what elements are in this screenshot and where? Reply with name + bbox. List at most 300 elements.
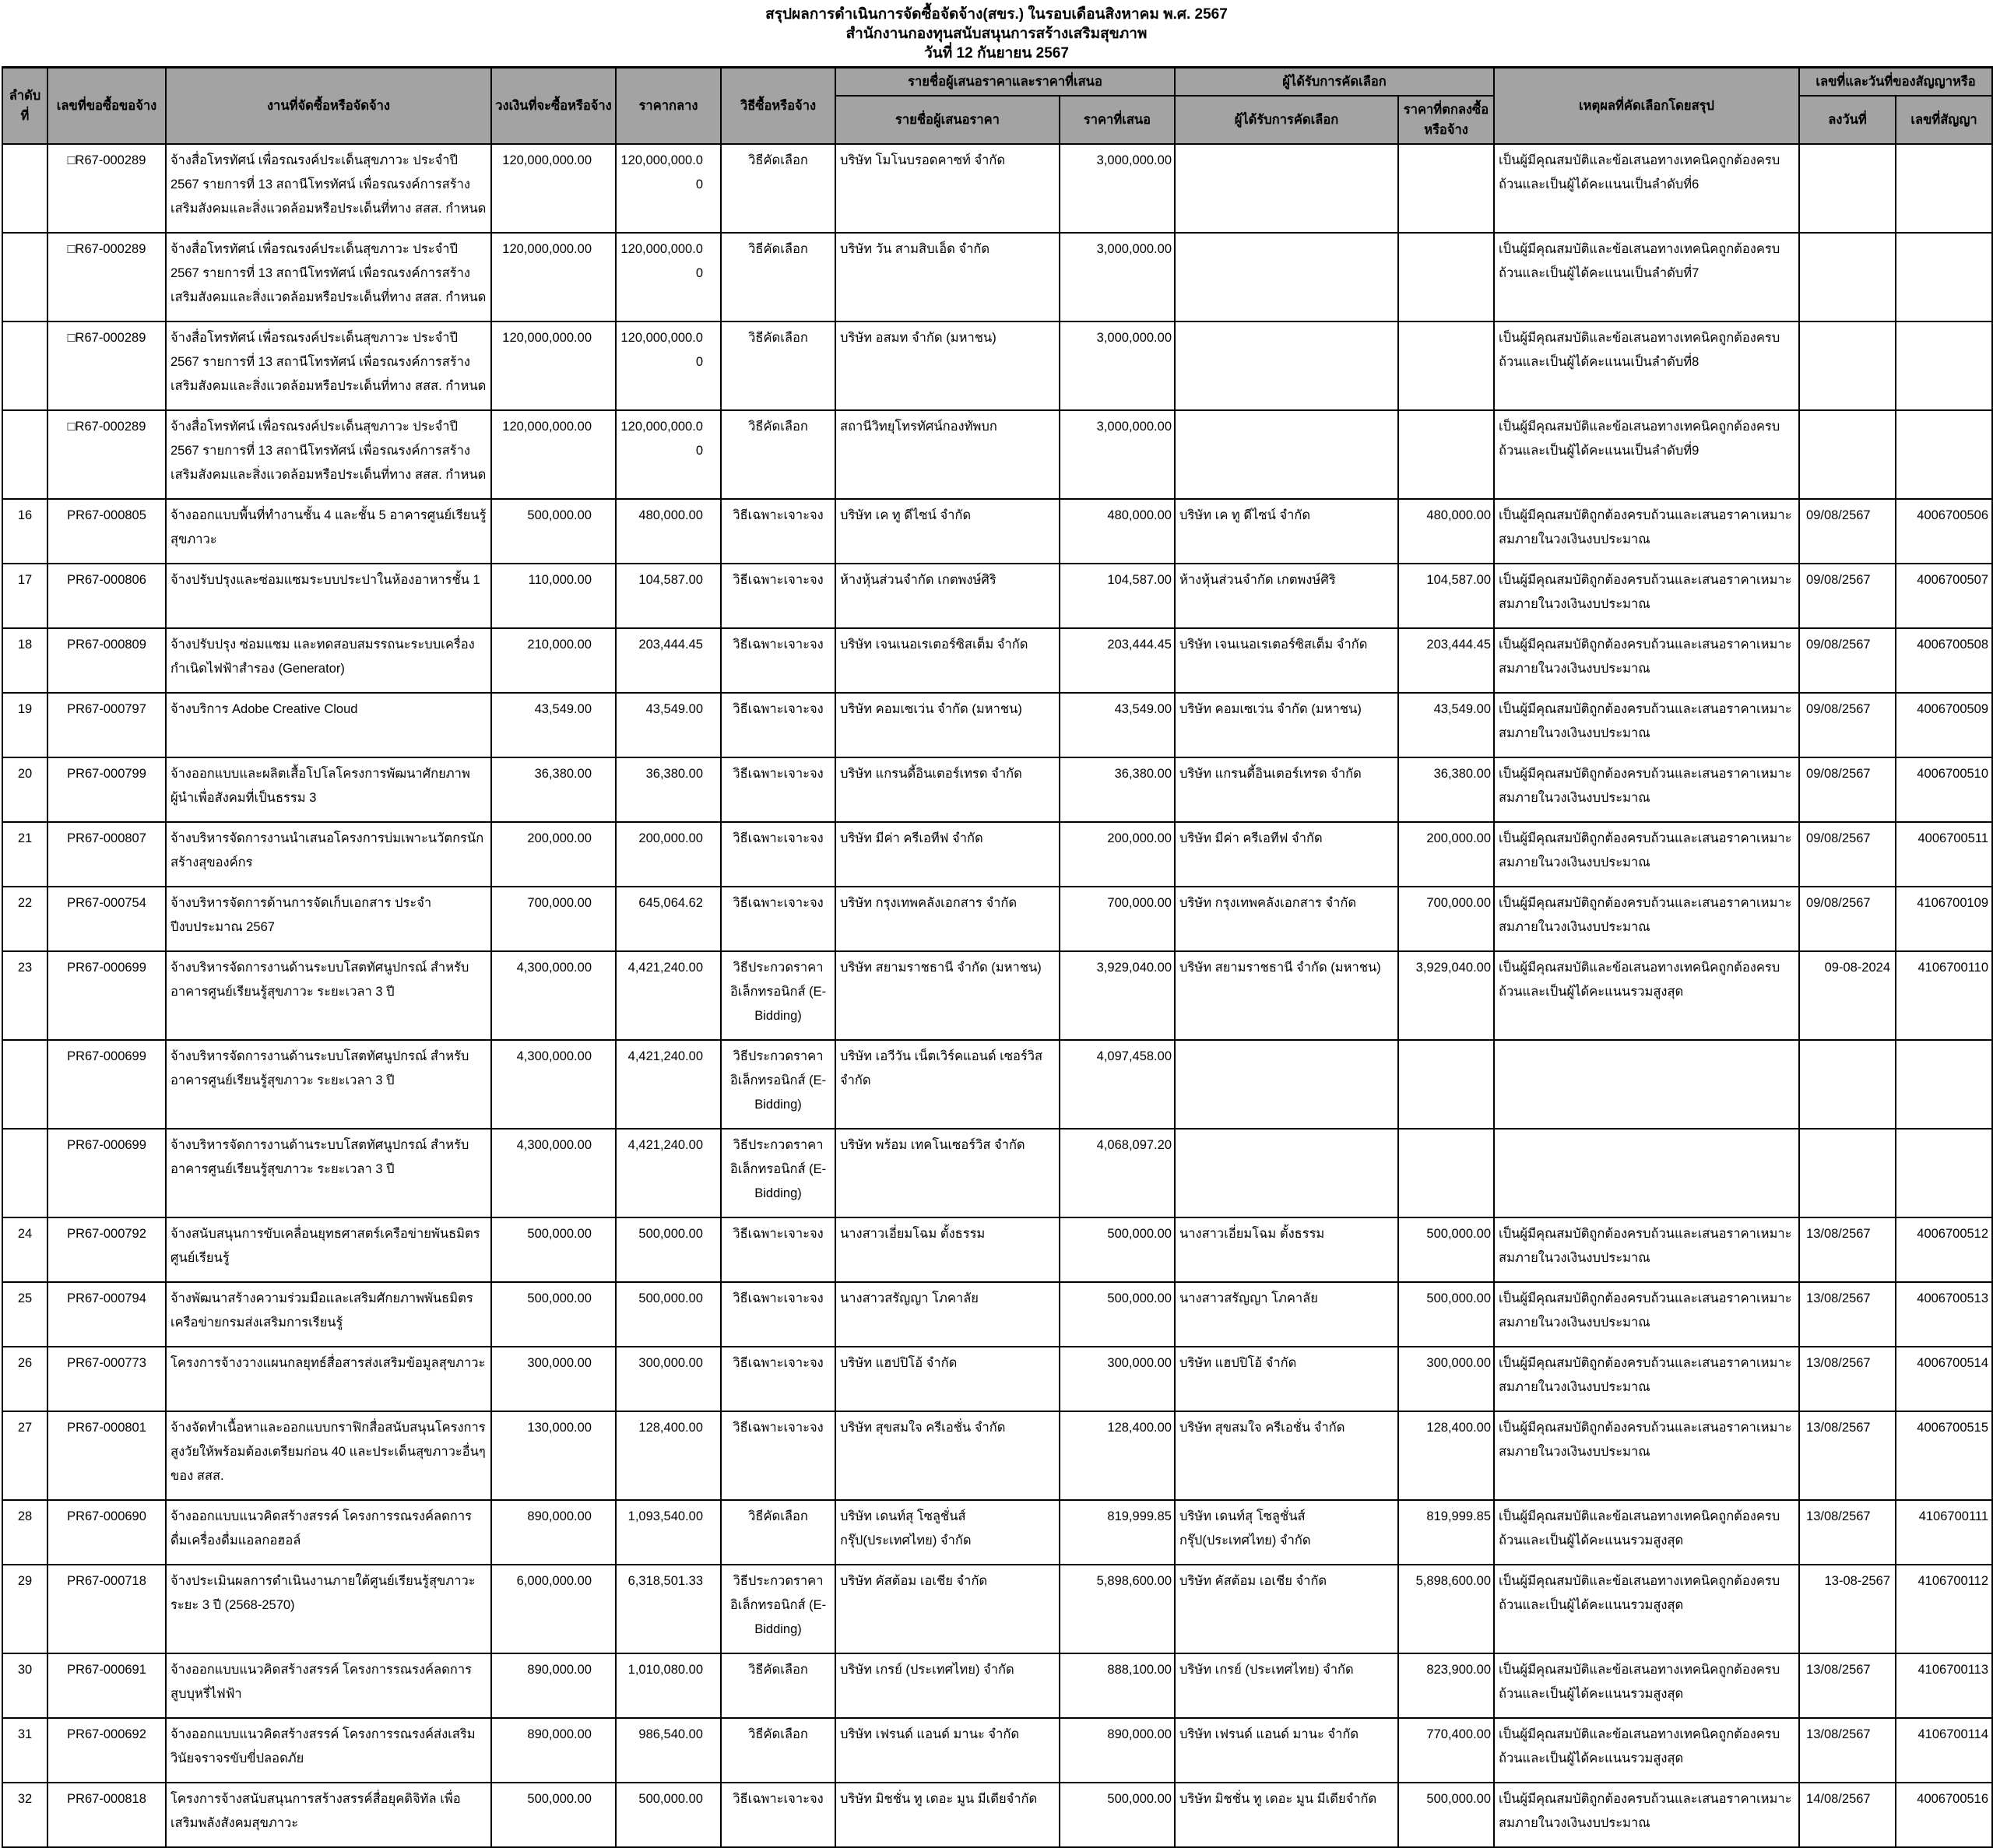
cell-center-price: 300,000.00 xyxy=(616,1347,721,1411)
cell-sign-date xyxy=(1799,233,1896,321)
cell-bid-price: 700,000.00 xyxy=(1060,887,1175,951)
cell-job: จ้างบริหารจัดการงานด้านระบบโสตทัศนูปกรณ์ สำหรับอาคารศูนย์เรียนรู้สุขภาวะ ระยะเวลา 3 ปี xyxy=(166,1040,491,1129)
cell-bidder: บริษัท เอวีวัน เน็ตเวิร์คแอนด์ เซอร์วิส จำกัด xyxy=(835,1040,1060,1129)
table-row xyxy=(2,951,1992,1040)
cell-agreed-price: 300,000.00 xyxy=(1398,1347,1494,1411)
cell-no: 16 xyxy=(2,499,47,564)
cell-sign-date: 09/08/2567 xyxy=(1799,757,1896,822)
header-agreed-price: ราคาที่ตกลงซื้อหรือจ้าง xyxy=(1398,96,1494,144)
cell-sign-date: 09/08/2567 xyxy=(1799,822,1896,887)
cell-bid-price: 500,000.00 xyxy=(1060,1282,1175,1347)
cell-contract-no xyxy=(1896,1040,1992,1129)
cell-job: จ้างสื่อโทรทัศน์ เพื่อรณรงค์ประเด็นสุขภาวะ ประจำปี 2567 รายการที่ 13 สถานีโทรทัศน์ เพื่อรณรงค์การสร้างเสริมสังคมและสิ่งแวดล้อมหรือประเด็นที่ทาง สสส. กำหนด xyxy=(166,410,491,499)
cell-budget: 500,000.00 xyxy=(491,1282,616,1347)
page-title: สรุปผลการดำเนินการจัดซื้อจัดจ้าง(สขร.) ในรอบเดือนสิงหาคม พ.ศ. 2567 xyxy=(765,6,1228,23)
cell-budget: 6,000,000.00 xyxy=(491,1565,616,1653)
cell-bid-price: 4,068,097.20 xyxy=(1060,1129,1175,1217)
cell-center-price: 4,421,240.00 xyxy=(616,1040,721,1129)
cell-budget: 700,000.00 xyxy=(491,887,616,951)
cell-agreed-price: 203,444.45 xyxy=(1398,628,1494,693)
cell-center-price: 128,400.00 xyxy=(616,1411,721,1500)
cell-no: 27 xyxy=(2,1411,47,1500)
cell-method: วิธีเฉพาะเจาะจง xyxy=(721,564,835,628)
cell-budget: 890,000.00 xyxy=(491,1653,616,1718)
table-row xyxy=(2,233,1992,321)
cell-req-no: PR67-000691 xyxy=(47,1653,166,1718)
cell-method: วิธีคัดเลือก xyxy=(721,233,835,321)
cell-req-no: □R67-000289 xyxy=(47,321,166,410)
header-sign-date: ลงวันที่ xyxy=(1799,96,1896,144)
cell-budget: 500,000.00 xyxy=(491,1217,616,1282)
cell-job: จ้างออกแบบแนวคิดสร้างสรรค์ โครงการรณรงค์ลดการดื่มเครื่องดื่มแอลกอฮอล์ xyxy=(166,1500,491,1565)
cell-center-price: 500,000.00 xyxy=(616,1783,721,1847)
cell-contract-no: 4106700113 xyxy=(1896,1653,1992,1718)
cell-no: 26 xyxy=(2,1347,47,1411)
cell-sign-date: 13/08/2567 xyxy=(1799,1217,1896,1282)
cell-sign-date: 13-08-2567 xyxy=(1799,1565,1896,1653)
cell-req-no: PR67-000690 xyxy=(47,1500,166,1565)
cell-reason: เป็นผู้มีคุณสมบัติถูกต้องครบถ้วนและเสนอราคาเหมาะสมภายในวงเงินงบประมาณ xyxy=(1494,628,1799,693)
cell-budget: 120,000,000.00 xyxy=(491,144,616,233)
cell-reason: เป็นผู้มีคุณสมบัติและข้อเสนอทางเทคนิคถูกต้องครบถ้วนและเป็นผู้ได้คะแนนเป็นลำดับที่7 xyxy=(1494,233,1799,321)
page-subtitle: สำนักงานกองทุนสนับสนุนการสร้างเสริมสุขภาพ xyxy=(845,26,1148,42)
cell-job: จ้างบริหารจัดการด้านการจัดเก็บเอกสาร ประจำปีงบประมาณ 2567 xyxy=(166,887,491,951)
cell-bid-price: 200,000.00 xyxy=(1060,822,1175,887)
cell-method: วิธีคัดเลือก xyxy=(721,410,835,499)
cell-center-price: 500,000.00 xyxy=(616,1282,721,1347)
cell-sign-date: 14/08/2567 xyxy=(1799,1783,1896,1847)
cell-sign-date: 13/08/2567 xyxy=(1799,1411,1896,1500)
cell-budget: 300,000.00 xyxy=(491,1347,616,1411)
cell-center-price: 480,000.00 xyxy=(616,499,721,564)
cell-req-no: □R67-000289 xyxy=(47,144,166,233)
cell-bid-price: 819,999.85 xyxy=(1060,1500,1175,1565)
cell-center-price: 120,000,000.00 xyxy=(616,410,721,499)
cell-bidder: บริษัท อสมท จำกัด (มหาชน) xyxy=(835,321,1060,410)
cell-job: จ้างบริหารจัดการงานด้านระบบโสตทัศนูปกรณ์ สำหรับอาคารศูนย์เรียนรู้สุขภาวะ ระยะเวลา 3 ปี xyxy=(166,1129,491,1217)
cell-bid-price: 300,000.00 xyxy=(1060,1347,1175,1411)
cell-agreed-price xyxy=(1398,321,1494,410)
cell-budget: 4,300,000.00 xyxy=(491,1129,616,1217)
cell-agreed-price: 819,999.85 xyxy=(1398,1500,1494,1565)
cell-job: จ้างสื่อโทรทัศน์ เพื่อรณรงค์ประเด็นสุขภาวะ ประจำปี 2567 รายการที่ 13 สถานีโทรทัศน์ เพื่อรณรงค์การสร้างเสริมสังคมและสิ่งแวดล้อมหรือประเด็นที่ทาง สสส. กำหนด xyxy=(166,233,491,321)
cell-center-price: 120,000,000.00 xyxy=(616,144,721,233)
cell-bidder: บริษัท เจนเนอเรเตอร์ซิสเต็ม จำกัด xyxy=(835,628,1060,693)
cell-req-no: PR67-000818 xyxy=(47,1783,166,1847)
cell-job: จ้างประเมินผลการดำเนินงานภายใต้ศูนย์เรียนรู้สุขภาวะ ระยะ 3 ปี (2568-2570) xyxy=(166,1565,491,1653)
cell-job: จ้างจัดทำเนื้อหาและออกแบบกราฟิกสื่อสนับสนุนโครงการสูงวัยให้พร้อมต้องเตรียมก่อน 40 และประเด็นสุขภาวะอื่นๆ ของ สสส. xyxy=(166,1411,491,1500)
cell-method: วิธีเฉพาะเจาะจง xyxy=(721,887,835,951)
cell-center-price: 4,421,240.00 xyxy=(616,951,721,1040)
cell-bidder: บริษัท สยามราชธานี จำกัด (มหาชน) xyxy=(835,951,1060,1040)
cell-contract-no: 4006700511 xyxy=(1896,822,1992,887)
cell-budget: 4,300,000.00 xyxy=(491,951,616,1040)
cell-bid-price: 36,380.00 xyxy=(1060,757,1175,822)
cell-budget: 890,000.00 xyxy=(491,1500,616,1565)
cell-bidder: บริษัท โมโนบรอดคาซท์ จำกัด xyxy=(835,144,1060,233)
cell-contract-no: 4006700514 xyxy=(1896,1347,1992,1411)
cell-contract-no: 4006700510 xyxy=(1896,757,1992,822)
cell-no: 18 xyxy=(2,628,47,693)
cell-sign-date: 09/08/2567 xyxy=(1799,564,1896,628)
cell-req-no: PR67-000792 xyxy=(47,1217,166,1282)
cell-req-no: PR67-000805 xyxy=(47,499,166,564)
cell-no: 17 xyxy=(2,564,47,628)
cell-selected: บริษัท มีค่า ครีเอทีฟ จำกัด xyxy=(1175,822,1398,887)
cell-bidder: บริษัท คอมเซเว่น จำกัด (มหาชน) xyxy=(835,693,1060,757)
cell-center-price: 500,000.00 xyxy=(616,1217,721,1282)
cell-center-price: 36,380.00 xyxy=(616,757,721,822)
cell-reason: เป็นผู้มีคุณสมบัติและข้อเสนอทางเทคนิคถูกต้องครบถ้วนและเป็นผู้ได้คะแนนรวมสูงสุด xyxy=(1494,1565,1799,1653)
cell-contract-no: 4006700512 xyxy=(1896,1217,1992,1282)
cell-agreed-price: 500,000.00 xyxy=(1398,1217,1494,1282)
header-selected: ผู้ได้รับการคัดเลือก xyxy=(1175,96,1398,144)
cell-job: จ้างออกแบบแนวคิดสร้างสรรค์ โครงการรณรงค์ลดการสูบบุหรี่ไฟฟ้า xyxy=(166,1653,491,1718)
cell-method: วิธีเฉพาะเจาะจง xyxy=(721,1783,835,1847)
cell-job: โครงการจ้างสนับสนุนการสร้างสรรค์สื่อยุคดิจิทัล เพื่อเสริมพลังสังคมสุขภาวะ xyxy=(166,1783,491,1847)
cell-method: วิธีคัดเลือก xyxy=(721,321,835,410)
cell-bidder: บริษัท แกรนดี้อินเตอร์เทรด จำกัด xyxy=(835,757,1060,822)
cell-reason: เป็นผู้มีคุณสมบัติถูกต้องครบถ้วนและเสนอราคาเหมาะสมภายในวงเงินงบประมาณ xyxy=(1494,1282,1799,1347)
cell-center-price: 1,093,540.00 xyxy=(616,1500,721,1565)
cell-bid-price: 43,549.00 xyxy=(1060,693,1175,757)
header-center-price: ราคากลาง xyxy=(616,68,721,145)
cell-budget: 200,000.00 xyxy=(491,822,616,887)
cell-contract-no xyxy=(1896,1129,1992,1217)
cell-no: 22 xyxy=(2,887,47,951)
cell-req-no: PR67-000718 xyxy=(47,1565,166,1653)
cell-sign-date: 13/08/2567 xyxy=(1799,1653,1896,1718)
cell-sign-date: 09/08/2567 xyxy=(1799,693,1896,757)
cell-no: 31 xyxy=(2,1718,47,1783)
cell-method: วิธีเฉพาะเจาะจง xyxy=(721,693,835,757)
table-body xyxy=(2,144,1992,1847)
cell-job: จ้างออกแบบและผลิตเสื้อโปโลโครงการพัฒนาศักยภาพผู้นำเพื่อสังคมที่เป็นธรรม 3 xyxy=(166,757,491,822)
cell-selected xyxy=(1175,1040,1398,1129)
cell-bidder: บริษัท แฮปปิโอ้ จำกัด xyxy=(835,1347,1060,1411)
cell-selected: ห้างหุ้นส่วนจำกัด เกตพงษ์ศิริ xyxy=(1175,564,1398,628)
cell-selected: บริษัท กรุงเทพคลังเอกสาร จำกัด xyxy=(1175,887,1398,951)
cell-agreed-price: 104,587.00 xyxy=(1398,564,1494,628)
cell-agreed-price xyxy=(1398,1040,1494,1129)
header-reason: เหตุผลที่คัดเลือกโดยสรุป xyxy=(1494,68,1799,145)
cell-job: โครงการจ้างวางแผนกลยุทธ์สื่อสารส่งเสริมข้อมูลสุขภาวะ xyxy=(166,1347,491,1411)
cell-selected: บริษัท เจนเนอเรเตอร์ซิสเต็ม จำกัด xyxy=(1175,628,1398,693)
cell-contract-no: 4006700509 xyxy=(1896,693,1992,757)
cell-bid-price: 3,000,000.00 xyxy=(1060,321,1175,410)
cell-sign-date: 09/08/2567 xyxy=(1799,499,1896,564)
cell-method: วิธีเฉพาะเจาะจง xyxy=(721,499,835,564)
cell-sign-date: 09-08-2024 xyxy=(1799,951,1896,1040)
cell-agreed-price: 500,000.00 xyxy=(1398,1783,1494,1847)
cell-agreed-price: 770,400.00 xyxy=(1398,1718,1494,1783)
table-row xyxy=(2,1565,1992,1653)
cell-req-no: PR67-000699 xyxy=(47,1040,166,1129)
cell-selected xyxy=(1175,410,1398,499)
cell-selected: บริษัท แฮปปิโอ้ จำกัด xyxy=(1175,1347,1398,1411)
cell-bidder: นางสาวสรัญญา โภคาลัย xyxy=(835,1282,1060,1347)
cell-req-no: PR67-000797 xyxy=(47,693,166,757)
cell-center-price: 4,421,240.00 xyxy=(616,1129,721,1217)
cell-reason: เป็นผู้มีคุณสมบัติถูกต้องครบถ้วนและเสนอราคาเหมาะสมภายในวงเงินงบประมาณ xyxy=(1494,757,1799,822)
cell-sign-date: 13/08/2567 xyxy=(1799,1282,1896,1347)
cell-job: จ้างบริหารจัดการงานนำเสนอโครงการบ่มเพาะนวัตกรนักสร้างสุของค์กร xyxy=(166,822,491,887)
cell-no xyxy=(2,233,47,321)
table-row xyxy=(2,1129,1992,1217)
table-header xyxy=(2,68,1992,145)
cell-contract-no xyxy=(1896,321,1992,410)
table-row xyxy=(2,321,1992,410)
table-row xyxy=(2,1718,1992,1783)
cell-method: วิธีประกวดราคาอิเล็กทรอนิกส์ (E-Bidding) xyxy=(721,1040,835,1129)
cell-selected: นางสาวเอี่ยมโฉม ตั้งธรรม xyxy=(1175,1217,1398,1282)
cell-contract-no: 4106700112 xyxy=(1896,1565,1992,1653)
table-row xyxy=(2,1411,1992,1500)
cell-no xyxy=(2,144,47,233)
cell-job: จ้างออกแบบแนวคิดสร้างสรรค์ โครงการรณรงค์ส่งเสริมวินัยจราจรขับขี่ปลอดภัย xyxy=(166,1718,491,1783)
cell-bid-price: 3,929,040.00 xyxy=(1060,951,1175,1040)
cell-contract-no: 4106700114 xyxy=(1896,1718,1992,1783)
cell-no: 23 xyxy=(2,951,47,1040)
table-row xyxy=(2,1040,1992,1129)
cell-contract-no: 4106700110 xyxy=(1896,951,1992,1040)
cell-selected: บริษัท คัสต้อม เอเชีย จำกัด xyxy=(1175,1565,1398,1653)
cell-method: วิธีเฉพาะเจาะจง xyxy=(721,628,835,693)
cell-no: 28 xyxy=(2,1500,47,1565)
cell-contract-no: 4006700507 xyxy=(1896,564,1992,628)
cell-center-price: 1,010,080.00 xyxy=(616,1653,721,1718)
cell-bid-price: 3,000,000.00 xyxy=(1060,144,1175,233)
table-row xyxy=(2,693,1992,757)
cell-job: จ้างบริการ Adobe Creative Cloud xyxy=(166,693,491,757)
cell-req-no: PR67-000692 xyxy=(47,1718,166,1783)
cell-reason: เป็นผู้มีคุณสมบัติและข้อเสนอทางเทคนิคถูกต้องครบถ้วนและเป็นผู้ได้คะแนนเป็นลำดับที่6 xyxy=(1494,144,1799,233)
cell-no: 25 xyxy=(2,1282,47,1347)
cell-reason: เป็นผู้มีคุณสมบัติและข้อเสนอทางเทคนิคถูกต้องครบถ้วนและเป็นผู้ได้คะแนนรวมสูงสุด xyxy=(1494,1718,1799,1783)
cell-no: 24 xyxy=(2,1217,47,1282)
cell-req-no: PR67-000754 xyxy=(47,887,166,951)
cell-job: จ้างออกแบบพื้นที่ทำงานชั้น 4 และชั้น 5 อาคารศูนย์เรียนรู้สุขภาวะ xyxy=(166,499,491,564)
cell-agreed-price: 500,000.00 xyxy=(1398,1282,1494,1347)
cell-center-price: 986,540.00 xyxy=(616,1718,721,1783)
cell-selected: บริษัท มิชชั่น ทู เดอะ มูน มีเดียจำกัด xyxy=(1175,1783,1398,1847)
cell-method: วิธีคัดเลือก xyxy=(721,1653,835,1718)
header-contract-group: เลขที่และวันที่ของสัญญาหรือ xyxy=(1799,68,1992,97)
cell-reason: เป็นผู้มีคุณสมบัติและข้อเสนอทางเทคนิคถูกต้องครบถ้วนและเป็นผู้ได้คะแนนเป็นลำดับที่9 xyxy=(1494,410,1799,499)
cell-reason: เป็นผู้มีคุณสมบัติถูกต้องครบถ้วนและเสนอราคาเหมาะสมภายในวงเงินงบประมาณ xyxy=(1494,1217,1799,1282)
cell-sign-date xyxy=(1799,144,1896,233)
cell-budget: 130,000.00 xyxy=(491,1411,616,1500)
cell-agreed-price xyxy=(1398,233,1494,321)
cell-no: 20 xyxy=(2,757,47,822)
cell-bid-price: 888,100.00 xyxy=(1060,1653,1175,1718)
procurement-table xyxy=(2,66,1993,1848)
cell-no: 19 xyxy=(2,693,47,757)
cell-bidder: บริษัท เดนท์สุ โซลูชั่นส์ กรุ๊ป(ประเทศไทย) จำกัด xyxy=(835,1500,1060,1565)
cell-sign-date: 13/08/2567 xyxy=(1799,1347,1896,1411)
cell-bid-price: 4,097,458.00 xyxy=(1060,1040,1175,1129)
cell-agreed-price xyxy=(1398,1129,1494,1217)
cell-center-price: 43,549.00 xyxy=(616,693,721,757)
cell-reason: เป็นผู้มีคุณสมบัติและข้อเสนอทางเทคนิคถูกต้องครบถ้วนและเป็นผู้ได้คะแนนรวมสูงสุด xyxy=(1494,1653,1799,1718)
cell-reason: เป็นผู้มีคุณสมบัติถูกต้องครบถ้วนและเสนอราคาเหมาะสมภายในวงเงินงบประมาณ xyxy=(1494,499,1799,564)
cell-method: วิธีเฉพาะเจาะจง xyxy=(721,757,835,822)
cell-reason xyxy=(1494,1040,1799,1129)
table-row xyxy=(2,1347,1992,1411)
cell-req-no: PR67-000801 xyxy=(47,1411,166,1500)
cell-bid-price: 5,898,600.00 xyxy=(1060,1565,1175,1653)
cell-no: 30 xyxy=(2,1653,47,1718)
cell-method: วิธีคัดเลือก xyxy=(721,1500,835,1565)
cell-bid-price: 3,000,000.00 xyxy=(1060,410,1175,499)
header-contract-no: เลขที่สัญญา xyxy=(1896,96,1992,144)
table-row xyxy=(2,564,1992,628)
cell-bidder: บริษัท พร้อม เทคโนเซอร์วิส จำกัด xyxy=(835,1129,1060,1217)
cell-bidder: บริษัท มิชชั่น ทู เดอะ มูน มีเดียจำกัด xyxy=(835,1783,1060,1847)
cell-contract-no: 4006700515 xyxy=(1896,1411,1992,1500)
cell-budget: 120,000,000.00 xyxy=(491,321,616,410)
table-row xyxy=(2,144,1992,233)
cell-reason: เป็นผู้มีคุณสมบัติถูกต้องครบถ้วนและเสนอราคาเหมาะสมภายในวงเงินงบประมาณ xyxy=(1494,1411,1799,1500)
cell-bidder: บริษัท เฟรนด์ แอนด์ มานะ จำกัด xyxy=(835,1718,1060,1783)
cell-req-no: PR67-000773 xyxy=(47,1347,166,1411)
cell-no: 29 xyxy=(2,1565,47,1653)
cell-contract-no: 4006700506 xyxy=(1896,499,1992,564)
cell-selected: บริษัท คอมเซเว่น จำกัด (มหาชน) xyxy=(1175,693,1398,757)
cell-bidder: บริษัท กรุงเทพคลังเอกสาร จำกัด xyxy=(835,887,1060,951)
cell-budget: 210,000.00 xyxy=(491,628,616,693)
cell-bid-price: 128,400.00 xyxy=(1060,1411,1175,1500)
cell-selected xyxy=(1175,144,1398,233)
cell-req-no: PR67-000807 xyxy=(47,822,166,887)
header-no: ลำดับที่ xyxy=(2,68,47,145)
cell-sign-date xyxy=(1799,1129,1896,1217)
cell-selected: บริษัท เกรย์ (ประเทศไทย) จำกัด xyxy=(1175,1653,1398,1718)
cell-bidder: สถานีวิทยุโทรทัศน์กองทัพบก xyxy=(835,410,1060,499)
cell-bid-price: 890,000.00 xyxy=(1060,1718,1175,1783)
table-row xyxy=(2,1217,1992,1282)
cell-selected xyxy=(1175,1129,1398,1217)
cell-bidder: บริษัท เกรย์ (ประเทศไทย) จำกัด xyxy=(835,1653,1060,1718)
table-row xyxy=(2,887,1992,951)
cell-reason: เป็นผู้มีคุณสมบัติและข้อเสนอทางเทคนิคถูกต้องครบถ้วนและเป็นผู้ได้คะแนนเป็นลำดับที่8 xyxy=(1494,321,1799,410)
cell-no: 21 xyxy=(2,822,47,887)
cell-agreed-price: 200,000.00 xyxy=(1398,822,1494,887)
cell-reason: เป็นผู้มีคุณสมบัติถูกต้องครบถ้วนและเสนอราคาเหมาะสมภายในวงเงินงบประมาณ xyxy=(1494,1347,1799,1411)
cell-method: วิธีประกวดราคาอิเล็กทรอนิกส์ (E-Bidding) xyxy=(721,1565,835,1653)
cell-budget: 43,549.00 xyxy=(491,693,616,757)
cell-job: จ้างปรับปรุง ซ่อมแซม และทดสอบสมรรถนะระบบเครื่องกำเนิดไฟฟ้าสำรอง (Generator) xyxy=(166,628,491,693)
cell-method: วิธีคัดเลือก xyxy=(721,144,835,233)
header-req-no: เลขที่ขอซื้อขอจ้าง xyxy=(47,68,166,145)
document-header xyxy=(0,0,1993,63)
table-row xyxy=(2,1783,1992,1847)
cell-bidder: นางสาวเอี่ยมโฉม ตั้งธรรม xyxy=(835,1217,1060,1282)
cell-reason: เป็นผู้มีคุณสมบัติถูกต้องครบถ้วนและเสนอราคาเหมาะสมภายในวงเงินงบประมาณ xyxy=(1494,693,1799,757)
cell-job: จ้างสื่อโทรทัศน์ เพื่อรณรงค์ประเด็นสุขภาวะ ประจำปี 2567 รายการที่ 13 สถานีโทรทัศน์ เพื่อรณรงค์การสร้างเสริมสังคมและสิ่งแวดล้อมหรือประเด็นที่ทาง สสส. กำหนด xyxy=(166,321,491,410)
cell-no xyxy=(2,321,47,410)
cell-contract-no xyxy=(1896,233,1992,321)
cell-bid-price: 104,587.00 xyxy=(1060,564,1175,628)
cell-budget: 4,300,000.00 xyxy=(491,1040,616,1129)
cell-bid-price: 500,000.00 xyxy=(1060,1217,1175,1282)
cell-budget: 890,000.00 xyxy=(491,1718,616,1783)
cell-bid-price: 500,000.00 xyxy=(1060,1783,1175,1847)
cell-method: วิธีประกวดราคาอิเล็กทรอนิกส์ (E-Bidding) xyxy=(721,1129,835,1217)
cell-budget: 500,000.00 xyxy=(491,499,616,564)
cell-selected: บริษัท แกรนดี้อินเตอร์เทรด จำกัด xyxy=(1175,757,1398,822)
cell-sign-date xyxy=(1799,321,1896,410)
cell-agreed-price xyxy=(1398,144,1494,233)
cell-req-no: PR67-000806 xyxy=(47,564,166,628)
cell-selected: บริษัท สุขสมใจ ครีเอชั่น จำกัด xyxy=(1175,1411,1398,1500)
cell-sign-date xyxy=(1799,1040,1896,1129)
cell-selected: บริษัท เฟรนด์ แอนด์ มานะ จำกัด xyxy=(1175,1718,1398,1783)
cell-contract-no xyxy=(1896,410,1992,499)
cell-method: วิธีเฉพาะเจาะจง xyxy=(721,1217,835,1282)
cell-sign-date: 13/08/2567 xyxy=(1799,1718,1896,1783)
cell-job: จ้างบริหารจัดการงานด้านระบบโสตทัศนูปกรณ์ สำหรับอาคารศูนย์เรียนรู้สุขภาวะ ระยะเวลา 3 ปี xyxy=(166,951,491,1040)
cell-contract-no: 4106700109 xyxy=(1896,887,1992,951)
cell-budget: 110,000.00 xyxy=(491,564,616,628)
cell-center-price: 203,444.45 xyxy=(616,628,721,693)
cell-contract-no: 4006700508 xyxy=(1896,628,1992,693)
cell-agreed-price: 700,000.00 xyxy=(1398,887,1494,951)
cell-sign-date: 09/08/2567 xyxy=(1799,887,1896,951)
cell-agreed-price xyxy=(1398,410,1494,499)
cell-no: 32 xyxy=(2,1783,47,1847)
cell-sign-date xyxy=(1799,410,1896,499)
cell-bidder: ห้างหุ้นส่วนจำกัด เกตพงษ์ศิริ xyxy=(835,564,1060,628)
cell-bidder: บริษัท วัน สามสิบเอ็ด จำกัด xyxy=(835,233,1060,321)
table-row xyxy=(2,499,1992,564)
cell-req-no: PR67-000699 xyxy=(47,1129,166,1217)
cell-req-no: PR67-000799 xyxy=(47,757,166,822)
cell-reason: เป็นผู้มีคุณสมบัติและข้อเสนอทางเทคนิคถูกต้องครบถ้วนและเป็นผู้ได้คะแนนรวมสูงสุด xyxy=(1494,951,1799,1040)
cell-method: วิธีเฉพาะเจาะจง xyxy=(721,822,835,887)
cell-reason: เป็นผู้มีคุณสมบัติถูกต้องครบถ้วนและเสนอราคาเหมาะสมภายในวงเงินงบประมาณ xyxy=(1494,822,1799,887)
cell-agreed-price: 43,549.00 xyxy=(1398,693,1494,757)
cell-bidder: บริษัท มีค่า ครีเอทีฟ จำกัด xyxy=(835,822,1060,887)
cell-job: จ้างพัฒนาสร้างความร่วมมือและเสริมศักยภาพพันธมิตรเครือข่ายกรมส่งเสริมการเรียนรู้ xyxy=(166,1282,491,1347)
table-row xyxy=(2,757,1992,822)
header-selected-group: ผู้ได้รับการคัดเลือก xyxy=(1175,68,1494,97)
cell-selected: บริษัท เดนท์สุ โซลูชั่นส์ กรุ๊ป(ประเทศไทย) จำกัด xyxy=(1175,1500,1398,1565)
cell-center-price: 104,587.00 xyxy=(616,564,721,628)
cell-req-no: □R67-000289 xyxy=(47,233,166,321)
cell-bid-price: 480,000.00 xyxy=(1060,499,1175,564)
cell-selected: บริษัท สยามราชธานี จำกัด (มหาชน) xyxy=(1175,951,1398,1040)
cell-agreed-price: 3,929,040.00 xyxy=(1398,951,1494,1040)
cell-req-no: PR67-000809 xyxy=(47,628,166,693)
cell-center-price: 6,318,501.33 xyxy=(616,1565,721,1653)
cell-req-no: □R67-000289 xyxy=(47,410,166,499)
cell-selected: นางสาวสรัญญา โภคาลัย xyxy=(1175,1282,1398,1347)
cell-bid-price: 203,444.45 xyxy=(1060,628,1175,693)
cell-no xyxy=(2,410,47,499)
cell-reason: เป็นผู้มีคุณสมบัติถูกต้องครบถ้วนและเสนอราคาเหมาะสมภายในวงเงินงบประมาณ xyxy=(1494,1783,1799,1847)
page-date: วันที่ 12 กันยายน 2567 xyxy=(924,45,1069,61)
cell-sign-date: 13/08/2567 xyxy=(1799,1500,1896,1565)
cell-method: วิธีคัดเลือก xyxy=(721,1718,835,1783)
cell-contract-no: 4006700516 xyxy=(1896,1783,1992,1847)
cell-agreed-price: 128,400.00 xyxy=(1398,1411,1494,1500)
cell-req-no: PR67-000699 xyxy=(47,951,166,1040)
cell-agreed-price: 480,000.00 xyxy=(1398,499,1494,564)
cell-selected xyxy=(1175,321,1398,410)
cell-bidder: บริษัท สุขสมใจ ครีเอชั่น จำกัด xyxy=(835,1411,1060,1500)
cell-reason: เป็นผู้มีคุณสมบัติถูกต้องครบถ้วนและเสนอราคาเหมาะสมภายในวงเงินงบประมาณ xyxy=(1494,887,1799,951)
